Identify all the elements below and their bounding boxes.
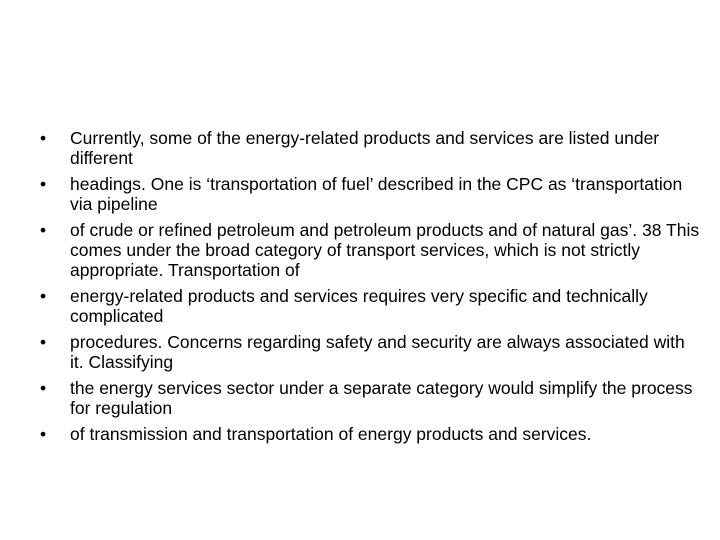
bullet-list: [40, 128, 700, 450]
bullet-text: procedures. Concerns regarding safety and security are always associated with it. Classifying: [70, 332, 685, 372]
bullet-dot-icon: •: [40, 332, 47, 352]
bullet-item: [40, 424, 700, 444]
bullet-item: [40, 128, 700, 168]
bullet-text: of crude or refined petroleum and petroleum products and of natural gas’. 38 This comes under the broad category of transport services, which is not strictly appropriate. Transportation of: [70, 220, 700, 280]
bullet-text: headings. One is ‘transportation of fuel’ described in the CPC as ‘transportation via pipeline: [70, 174, 683, 214]
bullet-dot-icon: •: [40, 286, 47, 306]
bullet-dot-icon: •: [40, 220, 47, 240]
bullet-item: [40, 220, 700, 280]
bullet-text: Currently, some of the energy-related products and services are listed under different: [70, 128, 660, 168]
bullet-dot-icon: •: [40, 128, 47, 148]
bullet-text: the energy services sector under a separate category would simplify the process for regulation: [70, 378, 693, 418]
bullet-text: energy-related products and services requires very specific and technically complicated: [70, 286, 648, 326]
bullet-dot-icon: •: [40, 378, 47, 398]
bullet-text: of transmission and transportation of energy products and services.: [70, 424, 592, 444]
bullet-item: [40, 286, 700, 326]
bullet-item: [40, 174, 700, 214]
bullet-item: [40, 378, 700, 418]
bullet-item: [40, 332, 700, 372]
bullet-dot-icon: •: [40, 174, 47, 194]
bullet-dot-icon: •: [40, 424, 47, 444]
